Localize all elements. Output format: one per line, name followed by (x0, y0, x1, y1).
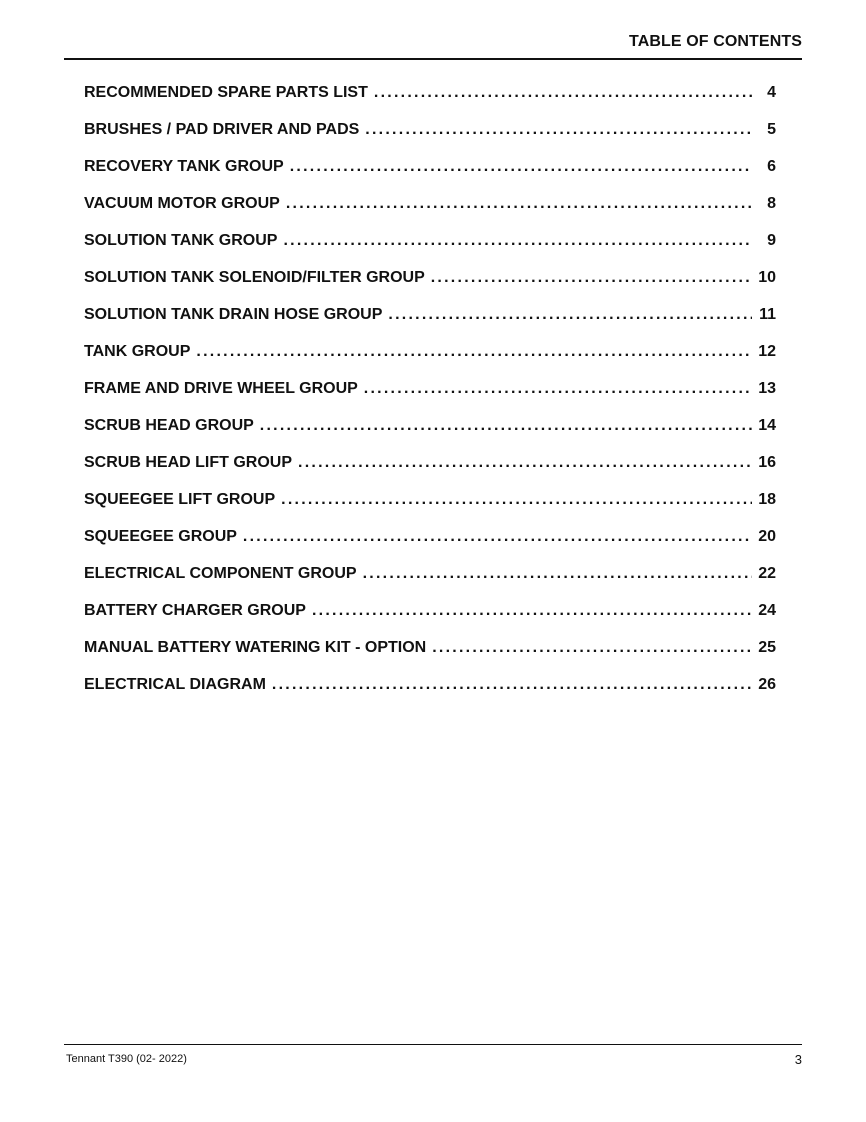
toc-entry[interactable] (84, 158, 776, 195)
toc-dot-leader (363, 565, 752, 583)
toc-entry[interactable] (84, 602, 776, 639)
toc-entry[interactable] (84, 491, 776, 528)
toc-entry-page: 20 (758, 528, 776, 545)
toc-entry-page: 14 (758, 417, 776, 434)
header-rule (64, 58, 802, 60)
toc-entry-title: SCRUB HEAD GROUP (84, 417, 254, 434)
toc-dot-leader (365, 121, 752, 139)
page-header-title: TABLE OF CONTENTS (629, 33, 802, 50)
toc-entry-page: 12 (758, 343, 776, 360)
footer-page-number: 3 (794, 1052, 802, 1067)
toc-entry-title: TANK GROUP (84, 343, 191, 360)
toc-entry[interactable] (84, 121, 776, 158)
toc-entry-page: 26 (758, 676, 776, 693)
toc-entry-title: MANUAL BATTERY WATERING KIT - OPTION (84, 639, 427, 656)
toc-entry-title: ELECTRICAL COMPONENT GROUP (84, 565, 357, 582)
toc-dot-leader (281, 491, 752, 509)
toc-entry-title: SOLUTION TANK GROUP (84, 232, 278, 249)
toc-entry-title: BATTERY CHARGER GROUP (84, 602, 306, 619)
toc-dot-leader (243, 528, 752, 546)
toc-entry-page: 10 (758, 269, 776, 286)
toc-entry-page: 24 (758, 602, 776, 619)
toc-entry[interactable] (84, 195, 776, 232)
toc-entry-title: BRUSHES / PAD DRIVER AND PADS (84, 121, 360, 138)
toc-dot-leader (388, 306, 752, 324)
toc-entry[interactable] (84, 232, 776, 269)
toc-dot-leader (286, 195, 752, 213)
toc-dot-leader (364, 380, 752, 398)
toc-entry-title: SQUEEGEE GROUP (84, 528, 237, 545)
toc-entry[interactable] (84, 269, 776, 306)
toc-entry-page: 13 (758, 380, 776, 397)
toc-entry-page: 4 (767, 84, 776, 101)
toc-entry-page: 8 (767, 195, 776, 212)
toc-dot-leader (312, 602, 752, 620)
toc-entry[interactable] (84, 84, 776, 121)
toc-dot-leader (298, 454, 752, 472)
toc-entry-title: SOLUTION TANK SOLENOID/FILTER GROUP (84, 269, 425, 286)
toc-entry-page: 25 (758, 639, 776, 656)
toc-entry[interactable] (84, 417, 776, 454)
toc-entry-page: 22 (758, 565, 776, 582)
table-of-contents (84, 84, 776, 713)
footer-rule (64, 1044, 802, 1045)
toc-entry-title: SOLUTION TANK DRAIN HOSE GROUP (84, 306, 383, 323)
toc-dot-leader (290, 158, 752, 176)
toc-entry-page: 5 (767, 121, 776, 138)
toc-entry[interactable] (84, 380, 776, 417)
toc-entry[interactable] (84, 676, 776, 713)
toc-entry-page: 11 (759, 306, 776, 323)
toc-entry[interactable] (84, 306, 776, 343)
toc-entry-title: SCRUB HEAD LIFT GROUP (84, 454, 292, 471)
toc-entry[interactable] (84, 565, 776, 602)
toc-dot-leader (272, 676, 752, 694)
toc-dot-leader (432, 639, 752, 657)
toc-dot-leader (196, 343, 752, 361)
toc-entry-page: 6 (767, 158, 776, 175)
toc-entry-title: RECOMMENDED SPARE PARTS LIST (84, 84, 368, 101)
footer-document-id: Tennant T390 (02- 2022) (66, 1053, 187, 1065)
toc-entry[interactable] (84, 454, 776, 491)
toc-entry-title: FRAME AND DRIVE WHEEL GROUP (84, 380, 358, 397)
toc-entry-title: VACUUM MOTOR GROUP (84, 195, 280, 212)
toc-dot-leader (260, 417, 752, 435)
toc-entry[interactable] (84, 343, 776, 380)
toc-entry-page: 16 (758, 454, 776, 471)
toc-dot-leader (431, 269, 752, 287)
toc-entry[interactable] (84, 639, 776, 676)
toc-entry-title: ELECTRICAL DIAGRAM (84, 676, 266, 693)
toc-entry[interactable] (84, 528, 776, 565)
toc-entry-title: SQUEEGEE LIFT GROUP (84, 491, 276, 508)
toc-entry-page: 18 (758, 491, 776, 508)
toc-entry-title: RECOVERY TANK GROUP (84, 158, 284, 175)
toc-dot-leader (283, 232, 752, 250)
toc-entry-page: 9 (767, 232, 776, 249)
toc-dot-leader (374, 84, 752, 102)
